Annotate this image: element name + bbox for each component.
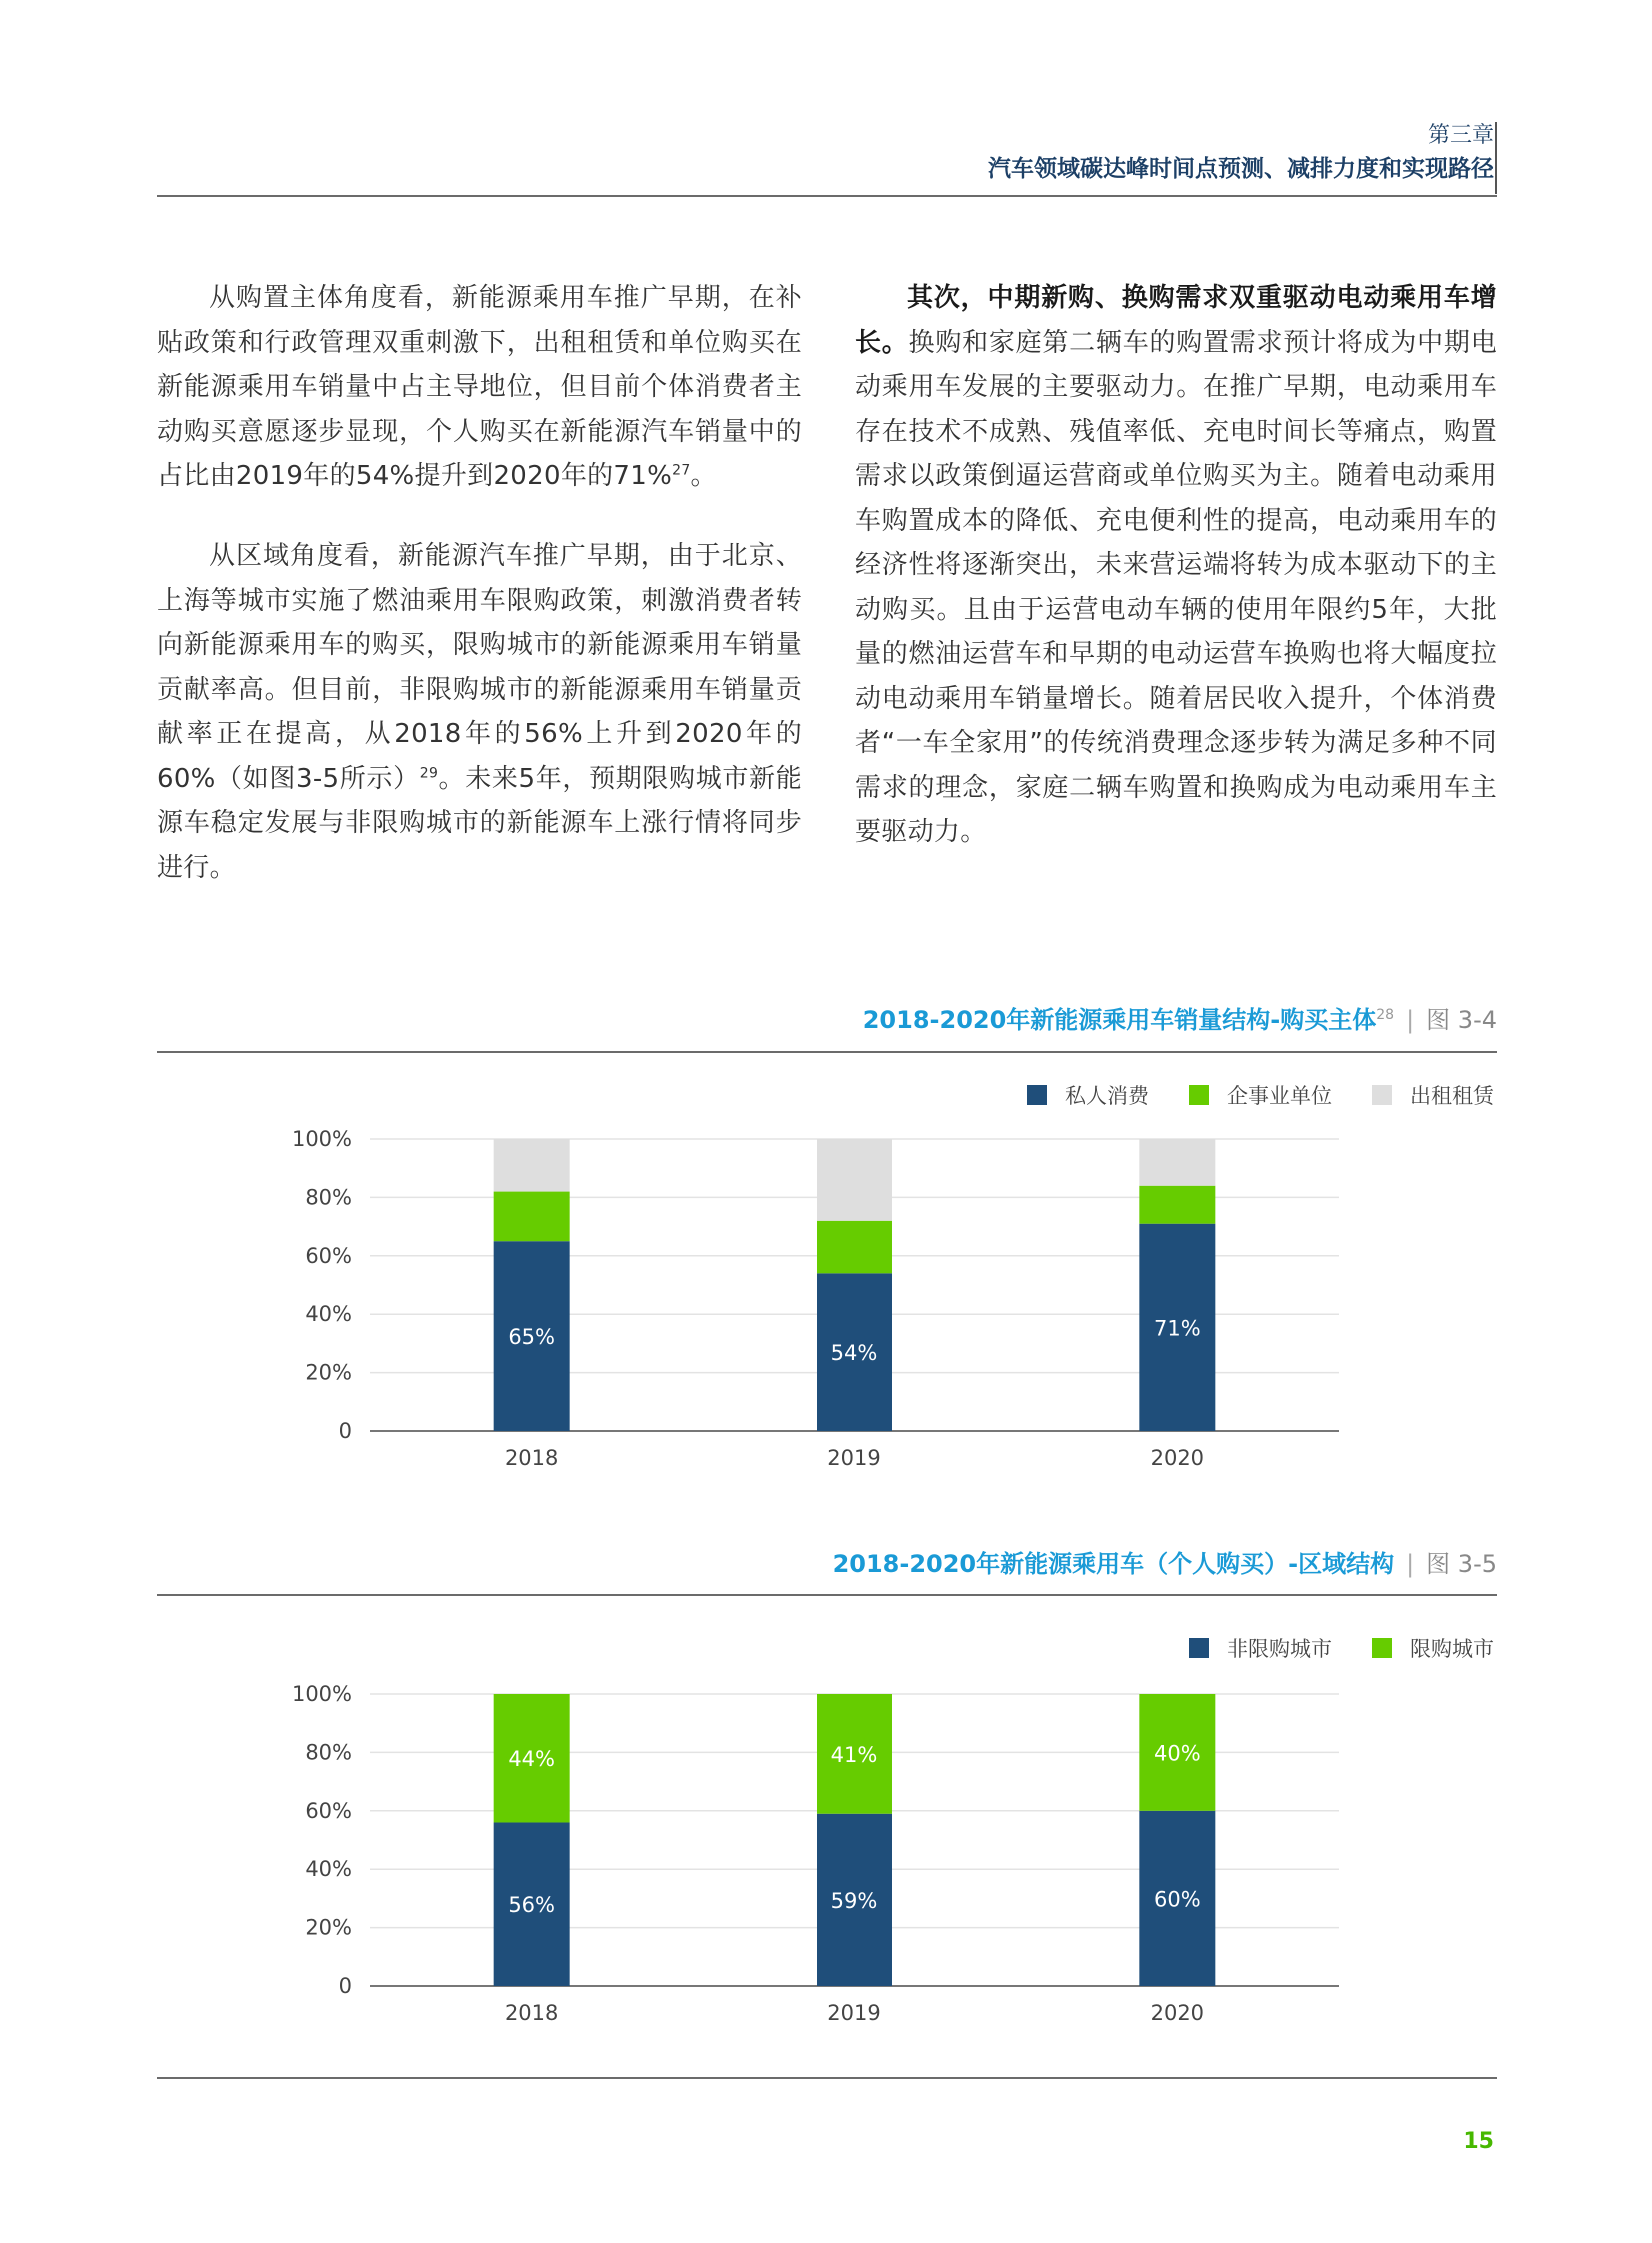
data-label: 56% <box>508 1893 556 1918</box>
legend-item <box>1189 1080 1332 1110</box>
data-label: 44% <box>508 1747 556 1772</box>
legend-swatch <box>1189 1638 1209 1658</box>
legend-swatch <box>1027 1085 1047 1105</box>
y-tick-label: 20% <box>305 1915 352 1940</box>
figure-title <box>863 1000 1497 1035</box>
figure-number: 图 3-5 <box>1426 1550 1497 1578</box>
y-tick-label: 100% <box>291 1682 352 1706</box>
header-divider-vertical <box>1495 122 1497 194</box>
figure-title-text: 2018-2020年新能源乘用车销量结构-购买主体$^{28}$ <box>862 1006 1395 1034</box>
legend-swatch <box>1372 1085 1392 1105</box>
figure-rule <box>157 1594 1497 1596</box>
x-tick-label: 2019 <box>827 1446 881 1470</box>
x-tick-label: 2018 <box>504 2001 559 2025</box>
data-label: 40% <box>1153 1741 1201 1766</box>
legend-item <box>1372 1633 1494 1663</box>
figure-title <box>833 1544 1497 1579</box>
paragraph-lead-bold: 其次，中期新购、换购需求双重驱动电动乘用车增长。 <box>855 283 1497 358</box>
legend-label: 限购城市 <box>1410 1637 1494 1661</box>
paragraph-midterm-demand <box>855 276 1497 855</box>
y-tick-label: 80% <box>305 1740 352 1765</box>
chart-legend <box>1149 1633 1494 1663</box>
stacked-bar-chart-region <box>157 1664 1497 2049</box>
legend-item <box>1189 1633 1332 1663</box>
chart-legend <box>987 1080 1494 1110</box>
y-tick-label: 60% <box>305 1798 352 1823</box>
header-rule <box>157 195 1497 197</box>
x-tick-label: 2019 <box>827 2001 881 2025</box>
chapter-label: 第三章 <box>1427 123 1494 148</box>
y-tick-label: 80% <box>305 1185 352 1210</box>
figure-rule <box>157 1051 1497 1053</box>
x-tick-label: 2018 <box>504 1446 559 1470</box>
figure-title-separator: | <box>1406 1550 1415 1578</box>
bar-segment <box>817 1221 892 1274</box>
paragraph-text: 换购和家庭第二辆车的购置需求预计将成为中期电动乘用车发展的主要驱动力。在推广早期，电动乘用车存在技术不成熟、残值率低、充电时间长等痛点，购置需求以政策倒逼运营商或单位购买为主。随着电动乘用车购置成本的降低、充电便利性的提高，电动乘用车的经济性将逐渐突出，未来营运端将转为成本驱动下的主动购买。且由于运营电动车辆的使用年限约5年，大批量的燃油运营车和早期的电动运营车换购也将大幅度拉动电动乘用车销量增长。随着居民收入提升，个体消费者“一车全家用”的传统消费理念逐步转为满足多种不同需求的理念，家庭二辆车购置和换购成为电动乘用车主要驱动力。 <box>855 327 1497 847</box>
data-label: 65% <box>508 1325 556 1350</box>
stacked-bar-chart-purchase-subject <box>157 1110 1497 1494</box>
legend-label: 私人消费 <box>1065 1084 1149 1108</box>
y-tick-label: 100% <box>291 1127 352 1151</box>
paragraph-text-end: 。未来5年，预期限购城市新能源车稳定发展与非限购城市的新能源车上涨行情将同步进行。 <box>157 763 803 883</box>
data-label: 59% <box>830 1888 878 1913</box>
legend-item <box>1372 1080 1494 1110</box>
paragraph-text: 从购置主体角度看，新能源乘用车推广早期，在补贴政策和行政管理双重刺激下，出租租赁和单位购买在新能源乘用车销量中占主导地位，但目前个体消费者主动购买意愿逐步显现，个人购买在新能源汽车销量中的占比由2019年的54%提升到2020年的71% <box>157 283 802 491</box>
x-tick-label: 2020 <box>1150 2001 1205 2025</box>
paragraph-text-end: 。 <box>690 461 717 491</box>
legend-swatch <box>1372 1638 1392 1658</box>
figure-title-text: 2018-2020年新能源乘用车（个人购买）-区域结构 <box>832 1550 1395 1578</box>
bar-segment <box>494 1139 570 1192</box>
data-label: 71% <box>1153 1316 1201 1341</box>
y-tick-label: 40% <box>305 1302 352 1327</box>
legend-item <box>1027 1080 1149 1110</box>
footnote-ref: 27 <box>672 462 691 479</box>
y-tick-label: 0 <box>338 1419 352 1443</box>
data-label: 60% <box>1153 1887 1201 1912</box>
y-tick-label: 60% <box>305 1243 352 1268</box>
data-label: 54% <box>830 1341 878 1366</box>
x-tick-label: 2020 <box>1150 1446 1205 1470</box>
paragraph-purchase-subject <box>157 276 802 499</box>
bar-segment <box>1139 1139 1215 1186</box>
legend-label: 出租租赁 <box>1410 1084 1494 1108</box>
figure-number: 图 3-4 <box>1426 1006 1497 1034</box>
y-tick-label: 0 <box>338 1974 352 1998</box>
bar-segment <box>817 1139 892 1221</box>
paragraph-region <box>157 534 802 890</box>
y-tick-label: 20% <box>305 1360 352 1385</box>
figure-title-separator: | <box>1406 1006 1415 1034</box>
legend-swatch <box>1189 1085 1209 1105</box>
footnote-ref: 29 <box>419 764 439 781</box>
bar-segment <box>1139 1186 1215 1224</box>
legend-label: 非限购城市 <box>1227 1637 1332 1661</box>
footer-rule <box>157 2077 1497 2079</box>
bar-segment <box>494 1192 570 1242</box>
page-number: 15 <box>1463 2129 1494 2154</box>
chapter-title: 汽车领域碳达峰时间点预测、减排力度和实现路径 <box>988 156 1494 182</box>
paragraph-text: 从区域角度看，新能源汽车推广早期，由于北京、上海等城市实施了燃油乘用车限购政策，刺激消费者转向新能源乘用车的购买，限购城市的新能源乘用车销量贡献率高。但目前，非限购城市的新能源乘用车销量贡献率正在提高，从2018年的56%上升到2020年的60%（如图3-5所示） <box>157 541 802 794</box>
legend-label: 企事业单位 <box>1227 1084 1332 1108</box>
data-label: 41% <box>830 1742 878 1767</box>
y-tick-label: 40% <box>305 1857 352 1882</box>
footnote-ref: 28 <box>1376 1007 1395 1023</box>
